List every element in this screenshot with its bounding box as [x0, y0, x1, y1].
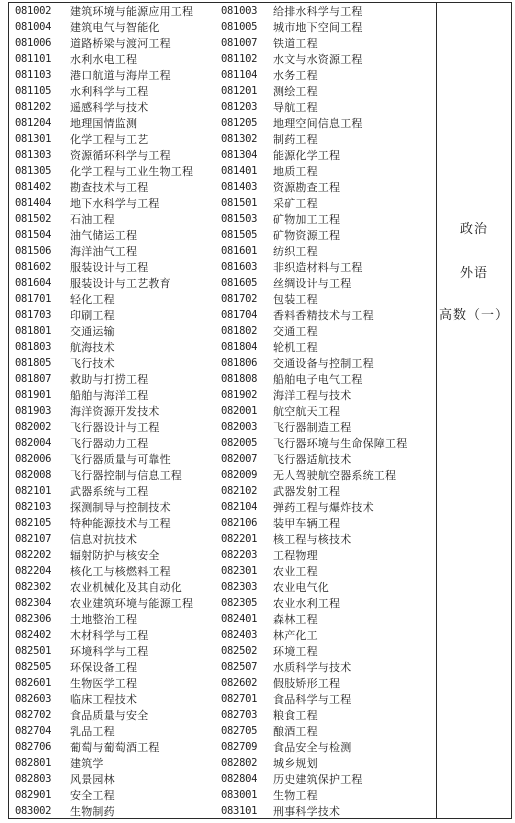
major-code-right: 081003 — [221, 5, 258, 17]
major-name-right: 交通设备与控制工程 — [273, 357, 374, 370]
major-name-right: 矿物加工工程 — [273, 213, 341, 226]
major-name-right: 航空航天工程 — [273, 405, 341, 418]
major-code-left: 082901 — [15, 789, 52, 801]
major-name-right: 导航工程 — [273, 101, 318, 114]
major-name-left: 油气储运工程 — [70, 229, 138, 242]
major-name-left: 建筑环境与能源应用工程 — [70, 5, 194, 18]
major-code-left: 081801 — [15, 325, 52, 337]
major-code-right: 081603 — [221, 261, 258, 273]
table-row — [0, 403, 436, 420]
major-name-right: 林产化工 — [273, 629, 318, 642]
major-name-right: 生物工程 — [273, 789, 318, 802]
major-name-left: 飞行器动力工程 — [70, 437, 149, 450]
major-name-right: 包装工程 — [273, 293, 318, 306]
major-name-right: 给排水科学与工程 — [273, 5, 363, 18]
major-code-right: 082703 — [221, 709, 258, 721]
major-code-right: 082104 — [221, 501, 258, 513]
major-name-left: 轻化工程 — [70, 293, 115, 306]
major-name-left: 遥感科学与技术 — [70, 101, 149, 114]
table-row — [0, 771, 436, 788]
major-code-right: 082709 — [221, 741, 258, 753]
major-name-left: 救助与打捞工程 — [70, 373, 149, 386]
major-code-left: 081903 — [15, 405, 52, 417]
major-name-left: 农业建筑环境与能源工程 — [70, 597, 194, 610]
major-name-left: 木材科学与工程 — [70, 629, 149, 642]
major-code-left: 081807 — [15, 373, 52, 385]
major-name-left: 临床工程技术 — [70, 693, 138, 706]
major-code-left: 081602 — [15, 261, 52, 273]
major-code-right: 081605 — [221, 277, 258, 289]
major-name-left: 港口航道与海岸工程 — [70, 69, 171, 82]
table-row — [0, 243, 436, 260]
major-code-right: 082502 — [221, 645, 258, 657]
major-code-right: 081005 — [221, 21, 258, 33]
major-name-right: 工程物理 — [273, 549, 318, 562]
table-row — [0, 51, 436, 68]
major-code-right: 082507 — [221, 661, 258, 673]
table-row — [0, 323, 436, 340]
major-code-right: 082802 — [221, 757, 258, 769]
table-row — [0, 643, 436, 660]
table-row — [0, 547, 436, 564]
table-row — [0, 627, 436, 644]
major-name-left: 地下水科学与工程 — [70, 197, 160, 210]
table-row — [0, 131, 436, 148]
major-name-right: 水质科学与技术 — [273, 661, 352, 674]
major-name-right: 香料香精技术与工程 — [273, 309, 374, 322]
major-name-right: 森林工程 — [273, 613, 318, 626]
major-name-left: 勘查技术与工程 — [70, 181, 149, 194]
major-name-right: 交通工程 — [273, 325, 318, 338]
subject-foreign-language: 外语 — [459, 266, 488, 281]
major-name-left: 服装设计与工程 — [70, 261, 149, 274]
table-row — [0, 435, 436, 452]
major-name-left: 风景园林 — [70, 773, 115, 786]
table-row — [0, 163, 436, 180]
table-row — [0, 611, 436, 628]
table-row — [0, 387, 436, 404]
major-code-left: 082103 — [15, 501, 52, 513]
major-name-right: 矿物资源工程 — [273, 229, 341, 242]
major-name-left: 航海技术 — [70, 341, 115, 354]
table-row — [0, 195, 436, 212]
major-name-left: 水利科学与工程 — [70, 85, 149, 98]
major-name-right: 环境工程 — [273, 645, 318, 658]
major-code-right: 081704 — [221, 309, 258, 321]
major-name-left: 生物医学工程 — [70, 677, 138, 690]
major-name-right: 飞行器适航技术 — [273, 453, 352, 466]
major-code-right: 081501 — [221, 197, 258, 209]
major-code-right: 082301 — [221, 565, 258, 577]
table-row — [0, 691, 436, 708]
major-name-left: 化学工程与工艺 — [70, 133, 149, 146]
major-name-left: 乳品工程 — [70, 725, 115, 738]
major-name-left: 服装设计与工艺教育 — [70, 277, 171, 290]
table-row — [0, 723, 436, 740]
major-code-left: 081105 — [15, 85, 52, 97]
major-code-right: 082401 — [221, 613, 258, 625]
major-code-left: 082202 — [15, 549, 52, 561]
major-name-left: 资源循环科学与工程 — [70, 149, 171, 162]
major-name-left: 印刷工程 — [70, 309, 115, 322]
table-row — [0, 467, 436, 484]
table-row — [0, 211, 436, 228]
major-code-left: 081004 — [15, 21, 52, 33]
major-code-left: 081101 — [15, 53, 52, 65]
major-code-right: 082001 — [221, 405, 258, 417]
major-code-right: 081902 — [221, 389, 258, 401]
table-row — [0, 675, 436, 692]
table-row — [0, 307, 436, 324]
major-code-right: 082005 — [221, 437, 258, 449]
major-code-right: 082102 — [221, 485, 258, 497]
major-code-left: 081502 — [15, 213, 52, 225]
major-code-right: 081104 — [221, 69, 258, 81]
major-name-right: 能源化学工程 — [273, 149, 341, 162]
table-row — [0, 739, 436, 756]
major-code-right: 082305 — [221, 597, 258, 609]
major-name-right: 测绘工程 — [273, 85, 318, 98]
table-row — [0, 259, 436, 276]
major-name-right: 纺织工程 — [273, 245, 318, 258]
major-code-right: 082201 — [221, 533, 258, 545]
major-code-right: 082007 — [221, 453, 258, 465]
table-row — [0, 3, 436, 20]
major-code-left: 081303 — [15, 149, 52, 161]
major-name-right: 地理空间信息工程 — [273, 117, 363, 130]
table-row — [0, 355, 436, 372]
major-code-left: 081402 — [15, 181, 52, 193]
major-code-right: 081302 — [221, 133, 258, 145]
major-code-right: 083001 — [221, 789, 258, 801]
major-name-right: 无人驾驶航空器系统工程 — [273, 469, 397, 482]
major-name-right: 资源勘查工程 — [273, 181, 341, 194]
major-name-right: 酿酒工程 — [273, 725, 318, 738]
major-name-left: 探测制导与控制技术 — [70, 501, 171, 514]
major-code-left: 082505 — [15, 661, 52, 673]
major-name-right: 采矿工程 — [273, 197, 318, 210]
table-row — [0, 787, 436, 804]
major-code-left: 081805 — [15, 357, 52, 369]
major-code-left: 081103 — [15, 69, 52, 81]
major-name-left: 特种能源技术与工程 — [70, 517, 171, 530]
major-code-right: 081401 — [221, 165, 258, 177]
major-name-right: 武器发射工程 — [273, 485, 341, 498]
table-row — [0, 563, 436, 580]
major-name-right: 丝绸设计与工程 — [273, 277, 352, 290]
table-row — [0, 483, 436, 500]
table-row — [0, 451, 436, 468]
major-code-left: 082107 — [15, 533, 52, 545]
major-code-left: 082002 — [15, 421, 52, 433]
major-name-right: 刑事科学技术 — [273, 805, 341, 818]
major-code-right: 082804 — [221, 773, 258, 785]
major-name-left: 交通运输 — [70, 325, 115, 338]
major-code-left: 082702 — [15, 709, 52, 721]
table-row — [0, 275, 436, 292]
major-name-left: 海洋油气工程 — [70, 245, 138, 258]
major-name-left: 环境科学与工程 — [70, 645, 149, 658]
major-code-right: 081201 — [221, 85, 258, 97]
major-code-left: 081703 — [15, 309, 52, 321]
table-row — [0, 579, 436, 596]
major-code-right: 081304 — [221, 149, 258, 161]
table-row — [0, 595, 436, 612]
major-code-left: 081604 — [15, 277, 52, 289]
major-code-left: 081202 — [15, 101, 52, 113]
major-name-left: 土地整治工程 — [70, 613, 138, 626]
subject-advanced-math-1: 高数（一） — [438, 308, 509, 323]
major-name-right: 城市地下空间工程 — [273, 21, 363, 34]
major-code-right: 082203 — [221, 549, 258, 561]
table-row — [0, 227, 436, 244]
major-code-left: 082501 — [15, 645, 52, 657]
major-code-left: 081504 — [15, 229, 52, 241]
major-name-right: 农业工程 — [273, 565, 318, 578]
major-name-left: 道路桥梁与渡河工程 — [70, 37, 171, 50]
major-name-left: 飞行器质量与可靠性 — [70, 453, 171, 466]
major-name-left: 核化工与核燃料工程 — [70, 565, 171, 578]
major-code-right: 081205 — [221, 117, 258, 129]
major-name-left: 生物制药 — [70, 805, 115, 818]
major-code-left: 082204 — [15, 565, 52, 577]
major-name-right: 城乡规划 — [273, 757, 318, 770]
major-name-left: 飞行技术 — [70, 357, 115, 370]
major-code-left: 081901 — [15, 389, 52, 401]
major-name-right: 假肢矫形工程 — [273, 677, 341, 690]
major-code-right: 082003 — [221, 421, 258, 433]
major-code-right: 082106 — [221, 517, 258, 529]
subject-column-divider — [436, 2, 437, 819]
major-code-left: 082402 — [15, 629, 52, 641]
major-name-left: 石油工程 — [70, 213, 115, 226]
major-name-left: 辐射防护与核安全 — [70, 549, 160, 562]
major-name-right: 海洋工程与技术 — [273, 389, 352, 402]
table-row — [0, 339, 436, 356]
major-name-left: 安全工程 — [70, 789, 115, 802]
table-row — [0, 35, 436, 52]
major-name-right: 水务工程 — [273, 69, 318, 82]
table-row — [0, 291, 436, 308]
major-code-left: 082004 — [15, 437, 52, 449]
table-row — [0, 531, 436, 548]
major-code-left: 082601 — [15, 677, 52, 689]
major-name-right: 农业电气化 — [273, 581, 329, 594]
table-row — [0, 19, 436, 36]
major-name-left: 食品质量与安全 — [70, 709, 149, 722]
major-name-right: 农业水利工程 — [273, 597, 341, 610]
major-code-right: 082303 — [221, 581, 258, 593]
major-code-right: 081808 — [221, 373, 258, 385]
subject-politics: 政治 — [459, 222, 488, 237]
table-row — [0, 515, 436, 532]
table-row — [0, 659, 436, 676]
major-code-left: 081305 — [15, 165, 52, 177]
table-row — [0, 147, 436, 164]
major-code-left: 081506 — [15, 245, 52, 257]
table-row — [0, 115, 436, 132]
table-row — [0, 755, 436, 772]
major-name-left: 水利水电工程 — [70, 53, 138, 66]
major-name-right: 飞行器环境与生命保障工程 — [273, 437, 408, 450]
major-name-right: 飞行器制造工程 — [273, 421, 352, 434]
major-code-left: 082304 — [15, 597, 52, 609]
major-code-left: 082302 — [15, 581, 52, 593]
major-code-left: 082105 — [15, 517, 52, 529]
major-name-left: 环保设备工程 — [70, 661, 138, 674]
major-code-right: 081203 — [221, 101, 258, 113]
major-name-left: 船舶与海洋工程 — [70, 389, 149, 402]
major-name-right: 食品科学与工程 — [273, 693, 352, 706]
major-name-left: 信息对抗技术 — [70, 533, 138, 546]
table-right-border — [511, 2, 512, 819]
major-name-left: 建筑学 — [70, 757, 104, 770]
table-row — [0, 99, 436, 116]
major-code-left: 082801 — [15, 757, 52, 769]
major-name-right: 粮食工程 — [273, 709, 318, 722]
major-code-right: 081505 — [221, 229, 258, 241]
major-code-left: 081002 — [15, 5, 52, 17]
table-row — [0, 803, 436, 820]
major-name-right: 铁道工程 — [273, 37, 318, 50]
table-row — [0, 419, 436, 436]
major-code-left: 082101 — [15, 485, 52, 497]
major-name-right: 地质工程 — [273, 165, 318, 178]
major-name-right: 非织造材料与工程 — [273, 261, 363, 274]
major-code-left: 082306 — [15, 613, 52, 625]
major-name-right: 弹药工程与爆炸技术 — [273, 501, 374, 514]
major-code-right: 082701 — [221, 693, 258, 705]
major-code-right: 081806 — [221, 357, 258, 369]
major-name-left: 建筑电气与智能化 — [70, 21, 160, 34]
major-code-right: 081802 — [221, 325, 258, 337]
major-name-left: 化学工程与工业生物工程 — [70, 165, 194, 178]
major-name-left: 武器系统与工程 — [70, 485, 149, 498]
major-name-right: 船舶电子电气工程 — [273, 373, 363, 386]
table-row — [0, 499, 436, 516]
table-row — [0, 179, 436, 196]
major-code-left: 081803 — [15, 341, 52, 353]
major-code-left: 081301 — [15, 133, 52, 145]
major-code-right: 082009 — [221, 469, 258, 481]
major-name-right: 制药工程 — [273, 133, 318, 146]
major-name-left: 海洋资源开发技术 — [70, 405, 160, 418]
major-name-right: 核工程与核技术 — [273, 533, 352, 546]
major-name-left: 地理国情监测 — [70, 117, 138, 130]
major-name-left: 飞行器设计与工程 — [70, 421, 160, 434]
major-code-right: 082602 — [221, 677, 258, 689]
major-name-left: 飞行器控制与信息工程 — [70, 469, 182, 482]
major-code-left: 081204 — [15, 117, 52, 129]
major-name-right: 水文与水资源工程 — [273, 53, 363, 66]
major-code-right: 081007 — [221, 37, 258, 49]
major-code-right: 082705 — [221, 725, 258, 737]
major-code-left: 082006 — [15, 453, 52, 465]
major-code-left: 081404 — [15, 197, 52, 209]
table-row — [0, 707, 436, 724]
major-code-left: 082803 — [15, 773, 52, 785]
major-code-left: 082704 — [15, 725, 52, 737]
major-name-right: 装甲车辆工程 — [273, 517, 341, 530]
major-code-right: 082403 — [221, 629, 258, 641]
major-code-right: 081403 — [221, 181, 258, 193]
major-name-left: 葡萄与葡萄酒工程 — [70, 741, 160, 754]
table-row — [0, 83, 436, 100]
major-code-left: 082603 — [15, 693, 52, 705]
major-name-right: 食品安全与检测 — [273, 741, 352, 754]
major-code-right: 081804 — [221, 341, 258, 353]
major-code-right: 081102 — [221, 53, 258, 65]
major-code-left: 081701 — [15, 293, 52, 305]
major-code-left: 082706 — [15, 741, 52, 753]
major-name-right: 轮机工程 — [273, 341, 318, 354]
major-code-right: 081601 — [221, 245, 258, 257]
major-code-right: 083101 — [221, 805, 258, 817]
major-code-left: 081006 — [15, 37, 52, 49]
major-name-right: 历史建筑保护工程 — [273, 773, 363, 786]
major-code-right: 081503 — [221, 213, 258, 225]
major-code-left: 083002 — [15, 805, 52, 817]
major-name-left: 农业机械化及其自动化 — [70, 581, 182, 594]
table-row — [0, 67, 436, 84]
major-code-right: 081702 — [221, 293, 258, 305]
table-row — [0, 371, 436, 388]
major-code-left: 082008 — [15, 469, 52, 481]
